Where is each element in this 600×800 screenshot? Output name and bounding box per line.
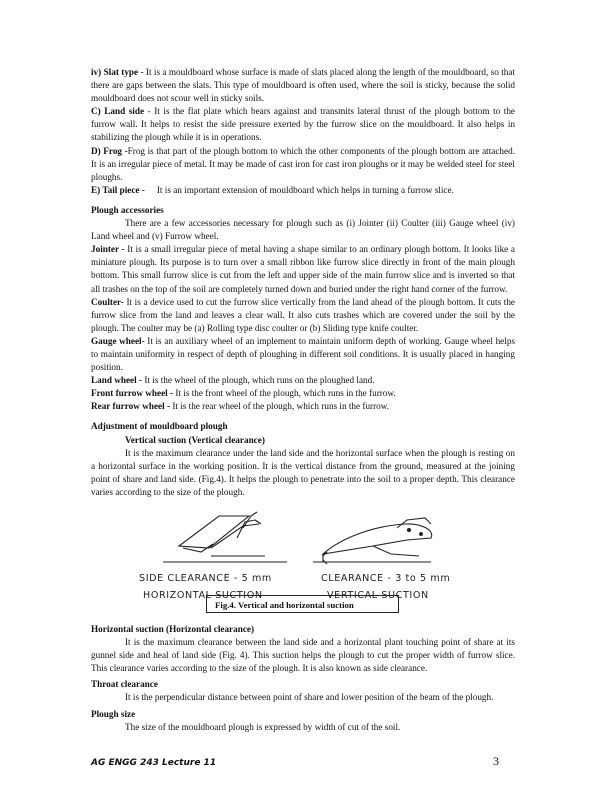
throat-clearance-text: It is the perpendicular distance between point of share and lower position of the beam of the plough.: [125, 692, 494, 703]
rear-furrow-wheel-text: It is the rear wheel of the plough, which runs in the furrow.: [170, 401, 390, 412]
land-side-label: C) Land side: [91, 106, 145, 117]
front-furrow-wheel-text: It is the front wheel of the plough, which runs in the furrow.: [173, 388, 396, 399]
slat-type-text: It is a mouldboard whose surface is made of slats placed along the length of the mouldboard, so that there are gaps between the slats. This type of mouldboard is often used, where the soil is sticky, because the solid mouldboard does not scour well in sticky soils.: [91, 67, 515, 104]
tail-piece-paragraph: [91, 184, 515, 197]
adjustment-heading: Adjustment of mouldboard plough: [91, 421, 228, 432]
plough-size-heading: Plough size: [91, 708, 136, 719]
accessories-intro: There are a few accessories necessary for plough such as (i) Jointer (ii) Coulter (iii) Gauge wheel (iv) Land wheel and (v) Furrow wheel.: [91, 218, 515, 242]
coulter-paragraph: [91, 296, 515, 335]
gauge-wheel-label: Gauge wheel-: [91, 335, 145, 346]
vertical-suction-heading: Vertical suction (Vertical clearance): [125, 434, 265, 445]
tail-piece-label: E) Tail piece -: [91, 184, 145, 195]
slat-type-paragraph: [91, 66, 515, 105]
horizontal-suction-text: It is the maximum clearance between the land side and a horizontal plant touching point of share at its gunnel side and heal of land side (Fig. 4). This suction helps the plough to cut the proper width of furrow slice. This clearance varies according to the size of the plough. It is also known as side clearance.: [91, 637, 515, 674]
land-wheel-label: Land wheel -: [91, 375, 143, 386]
frog-label: D) Frog -: [91, 145, 128, 156]
page-number: 3: [493, 754, 499, 768]
page-content: [91, 66, 515, 734]
tail-piece-text: It is an important extension of mouldboard which helps in turning a furrow slice.: [156, 184, 454, 195]
gauge-wheel-text: It is an auxiliary wheel of an implement to maintain uniform depth of working. Gauge wheel helps to maintain uniformity in respect of depth of ploughing in different soil conditions. It is usually placed in hanging position.: [91, 335, 515, 373]
land-wheel-paragraph: [91, 374, 515, 387]
land-side-paragraph: [91, 105, 515, 144]
slat-type-label: iv) Slat type -: [91, 67, 144, 77]
horizontal-suction-label: HORIZONTAL SUCTION: [143, 590, 263, 601]
clearance-label: CLEARANCE - 3 to 5 mm: [321, 573, 451, 584]
horizontal-suction-heading: Horizontal suction (Horizontal clearance): [91, 624, 255, 634]
vertical-suction-text: It is the maximum clearance under the land side and the horizontal surface when the plough is resting on a horizontal surface in the working position. It is the vertical distance from the ground, measured at the joining point of share and land side. (Fig.4). It helps the plough to penetrate into the soil to a proper depth. This clearance varies according to the size of the plough.: [91, 447, 515, 497]
side-clearance-label: SIDE CLEARANCE - 5 mm: [139, 573, 272, 584]
plough-size-text: The size of the mouldboard plough is expressed by width of cut of the soil.: [125, 721, 401, 732]
coulter-label: Coulter-: [91, 296, 124, 307]
vertical-suction-label: VERTICAL SUCTION: [327, 590, 429, 601]
jointer-label: Jointer -: [91, 244, 125, 255]
rear-furrow-wheel-label: Rear furrow wheel -: [91, 401, 171, 412]
figure-caption: Fig.4. Vertical and horizontal suction: [206, 595, 399, 613]
coulter-text: It is a device used to cut the furrow slice vertically from the land ahead of the plough bottom. It cuts the furrow slice from the land and leaves a clear wall. It also cuts trashes which are covered under the soil by the plough. The coulter may be (a) Rolling type disc coulter or (b) Sliding type knife coulter.: [91, 296, 515, 333]
land-side-text: - It is the flat plate which bears against and transmits lateral thrust of the plough bottom to the furrow wall. It helps to resist the side pressure exerted by the furrow slice on the mouldboard. It also helps in stabilizing the plough while it is in operations.: [91, 106, 515, 143]
figure-4: [91, 504, 515, 619]
land-wheel-text: It is the wheel of the plough, which runs on the ploughed land.: [142, 375, 375, 386]
throat-clearance-heading: Throat clearance: [91, 679, 158, 690]
frog-text: Frog is that part of the plough bottom to which the other components of the plough bottom are attached. It is an irregular piece of metal. It may be made of cast iron for cast iron ploughs or it may be welded steel for steel ploughs.: [91, 145, 515, 182]
jointer-text: It is a small irregular piece of metal having a shape similar to an ordinary plough bottom. It looks like a miniature plough. Its purpose is to turn over a small ribbon like furrow slice directly in front of the main plough bottom. This small furrow slice is cut from the left and upper side of the main furrow slice and is inverted so that all trashes on the top of the soil are completely turned down and buried under the right hand corner of the furrow.: [91, 244, 515, 294]
jointer-paragraph: [91, 243, 515, 295]
footer-course: AG ENGG 243 Lecture 11: [91, 758, 217, 768]
plough-accessories-heading: Plough accessories: [91, 204, 164, 215]
front-furrow-wheel-paragraph: [91, 387, 515, 400]
front-furrow-wheel-label: Front furrow wheel -: [91, 388, 174, 399]
frog-paragraph: [91, 145, 515, 184]
gauge-wheel-paragraph: [91, 335, 515, 374]
rear-furrow-wheel-paragraph: [91, 400, 515, 413]
